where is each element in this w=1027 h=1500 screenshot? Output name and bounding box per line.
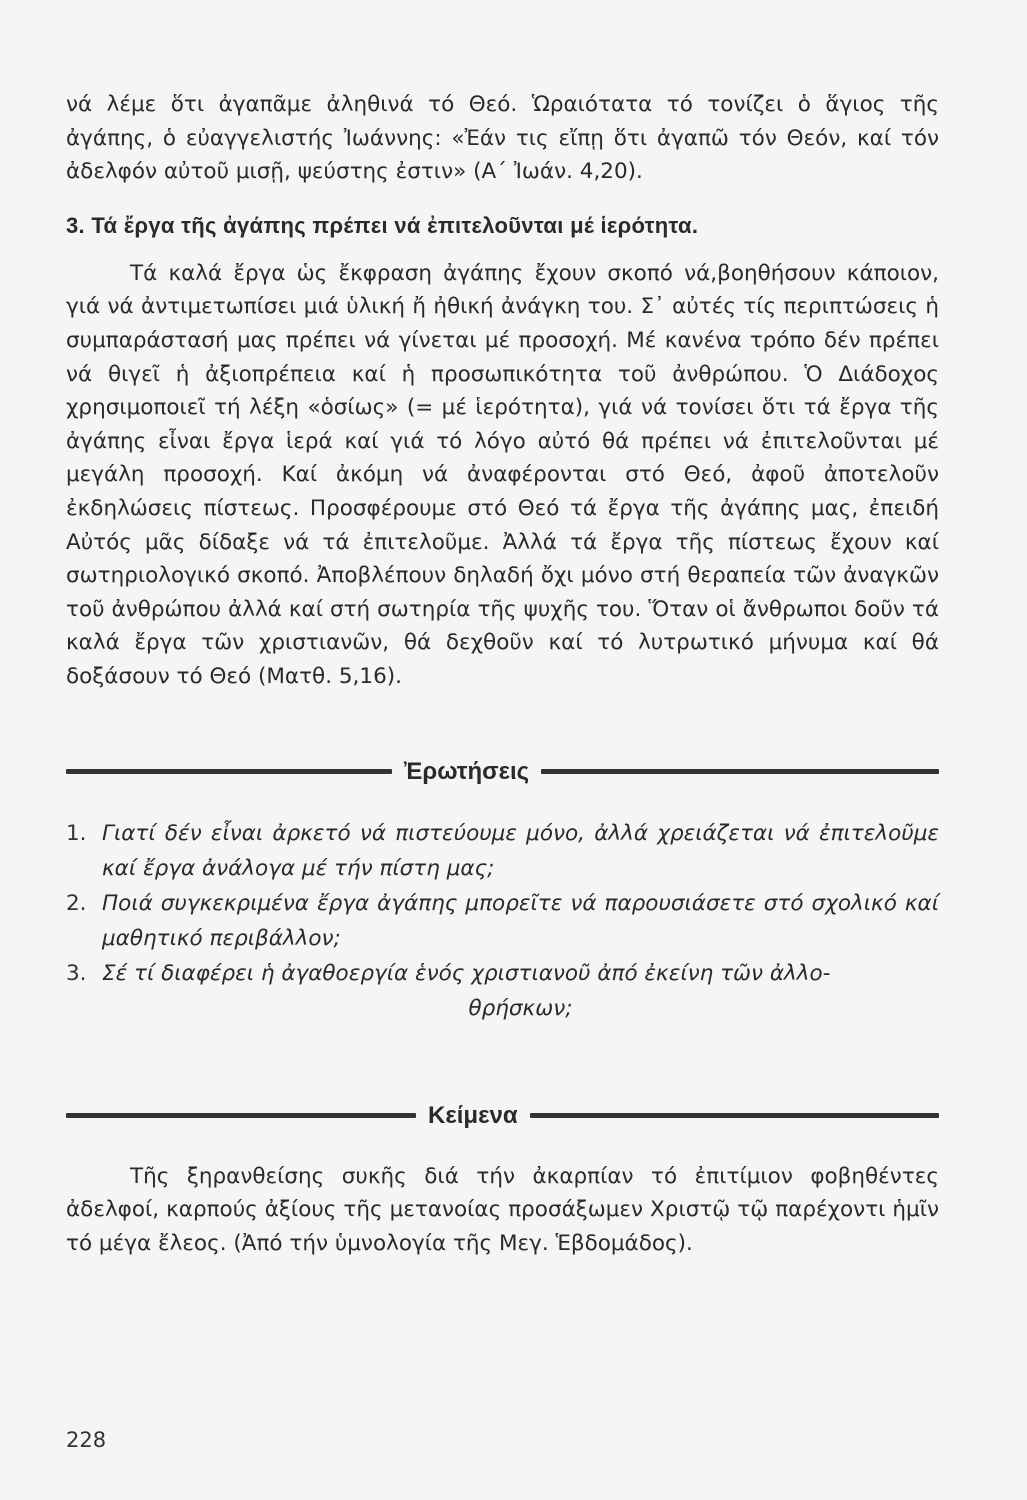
texts-title: Κείμενα: [428, 1101, 518, 1129]
question-number: 3.: [66, 960, 87, 986]
intro-paragraph: νά λέμε ὅτι ἀγαπᾶμε ἀληθινά τό Θεό. Ὡραιότατα τό τονίζει ὁ ἅγιος τῆς ἀγάπης, ὁ εὐαγγελιστής Ἰωάννης: «Ἐάν τις εἴπῃ ὅτι ἀγαπῶ τόν Θεόν, καί τόν ἀδελφόν αὐτοῦ μισῇ, ψεύστης ἐστιν» (Α΄ Ἰωάν. 4,20).: [66, 92, 939, 185]
question-item: [66, 816, 939, 886]
questions-list: [66, 816, 939, 1026]
heading-rule-right: [530, 1113, 939, 1118]
question-text-main: Σέ τί διαφέρει ἡ ἀγαθοεργία ἑνός χριστιανοῦ ἀπό ἐκείνη τῶν ἀλλο-: [102, 960, 831, 986]
section-3-body: Τά καλά ἔργα ὡς ἔκφραση ἀγάπης ἔχουν σκοπό νά,βοηθήσουν κάποιον, γιά νά ἀντιμετωπίσει μιά ὑλική ἤ ἠθική ἀνάγκη του. Σ᾽ αὐτές τίς περιπτώσεις ἡ συμπαράστασή μας πρέπει νά γίνεται μέ προσοχή. Μέ κανένα τρόπο δέν πρέπει νά θιγεῖ ἡ ἀξιοπρέπεια καί ἡ προσωπικότητα τοῦ ἀνθρώπου. Ὁ Διάδοχος χρησιμοποιεῖ τή λέξη «ὁσίως» (= μέ ἱερότητα), γιά νά τονίσει ὅτι τά ἔργα τῆς ἀγάπης εἶναι ἔργα ἱερά καί γιά τό λόγο αὐτό θά πρέπει νά ἐπιτελοῦνται μέ μεγάλη προσοχή. Καί ἀκόμη νά ἀναφέρονται στό Θεό, ἀφοῦ ἀποτελοῦν ἐκδηλώσεις πίστεως. Προσφέρουμε στό Θεό τά ἔργα τῆς ἀγάπης μας, ἐπειδή Αὐτός μᾶς δίδαξε νά τά ἐπιτελοῦμε. Ἀλλά τά ἔργα τῆς πίστεως ἔχουν καί σωτηριολογικό σκοπό. Ἀποβλέπουν δηλαδή ὄχι μόνο στή θεραπεία τῶν ἀναγκῶν τοῦ ἀνθρώπου ἀλλά καί στή σωτηρία τῆς ψυχῆς του. Ὅταν οἱ ἄνθρωποι δοῦν τά καλά ἔργα τῶν χριστιανῶν, θά δεχθοῦν καί τό λυτρωτικό μήνυμα καί θά δοξάσουν τό Θεό (Ματθ. 5,16).: [66, 260, 939, 689]
heading-rule-right: [541, 769, 939, 774]
heading-rule-left: [66, 1113, 416, 1118]
question-number: 1.: [66, 820, 87, 846]
question-number: 2.: [66, 890, 87, 916]
texts-body: Τῆς ξηρανθείσης συκῆς διά τήν ἀκαρπίαν τό ἐπιτίμιον φοβηθέντες ἀδελφοί, καρπούς ἀξίους τῆς μετανοίας προσάξωμεν Χριστῷ τῷ παρέχοντι ἡμῖν τό μέγα ἔλεος. (Ἀπό τήν ὑμνολογία τῆς Μεγ. Ἑβδομάδος).: [66, 1163, 939, 1256]
section-3-heading: 3. Τά ἔργα τῆς ἀγάπης πρέπει νά ἐπιτελοῦνται μέ ἱερότητα.: [66, 212, 699, 238]
questions-title: Ἐρωτήσεις: [404, 757, 530, 785]
page-number: 228: [66, 1428, 107, 1452]
question-text-tail: θρήσκων;: [468, 995, 573, 1021]
questions-heading: [66, 758, 939, 786]
texts-heading: [66, 1102, 939, 1130]
question-item: [66, 886, 939, 956]
question-text: [102, 956, 939, 1026]
question-item: [66, 956, 939, 1026]
question-text: Γιατί δέν εἶναι ἀρκετό νά πιστεύουμε μόνο, ἀλλά χρειάζεται νά ἐπιτελοῦμε καί ἔργα ἀνάλογα μέ τήν πίστη μας;: [102, 820, 939, 881]
heading-rule-left: [66, 769, 392, 774]
question-text: Ποιά συγκεκριμένα ἔργα ἀγάπης μπορεῖτε νά παρουσιάσετε στό σχολικό καί μαθητικό περιβάλλον;: [102, 890, 939, 951]
